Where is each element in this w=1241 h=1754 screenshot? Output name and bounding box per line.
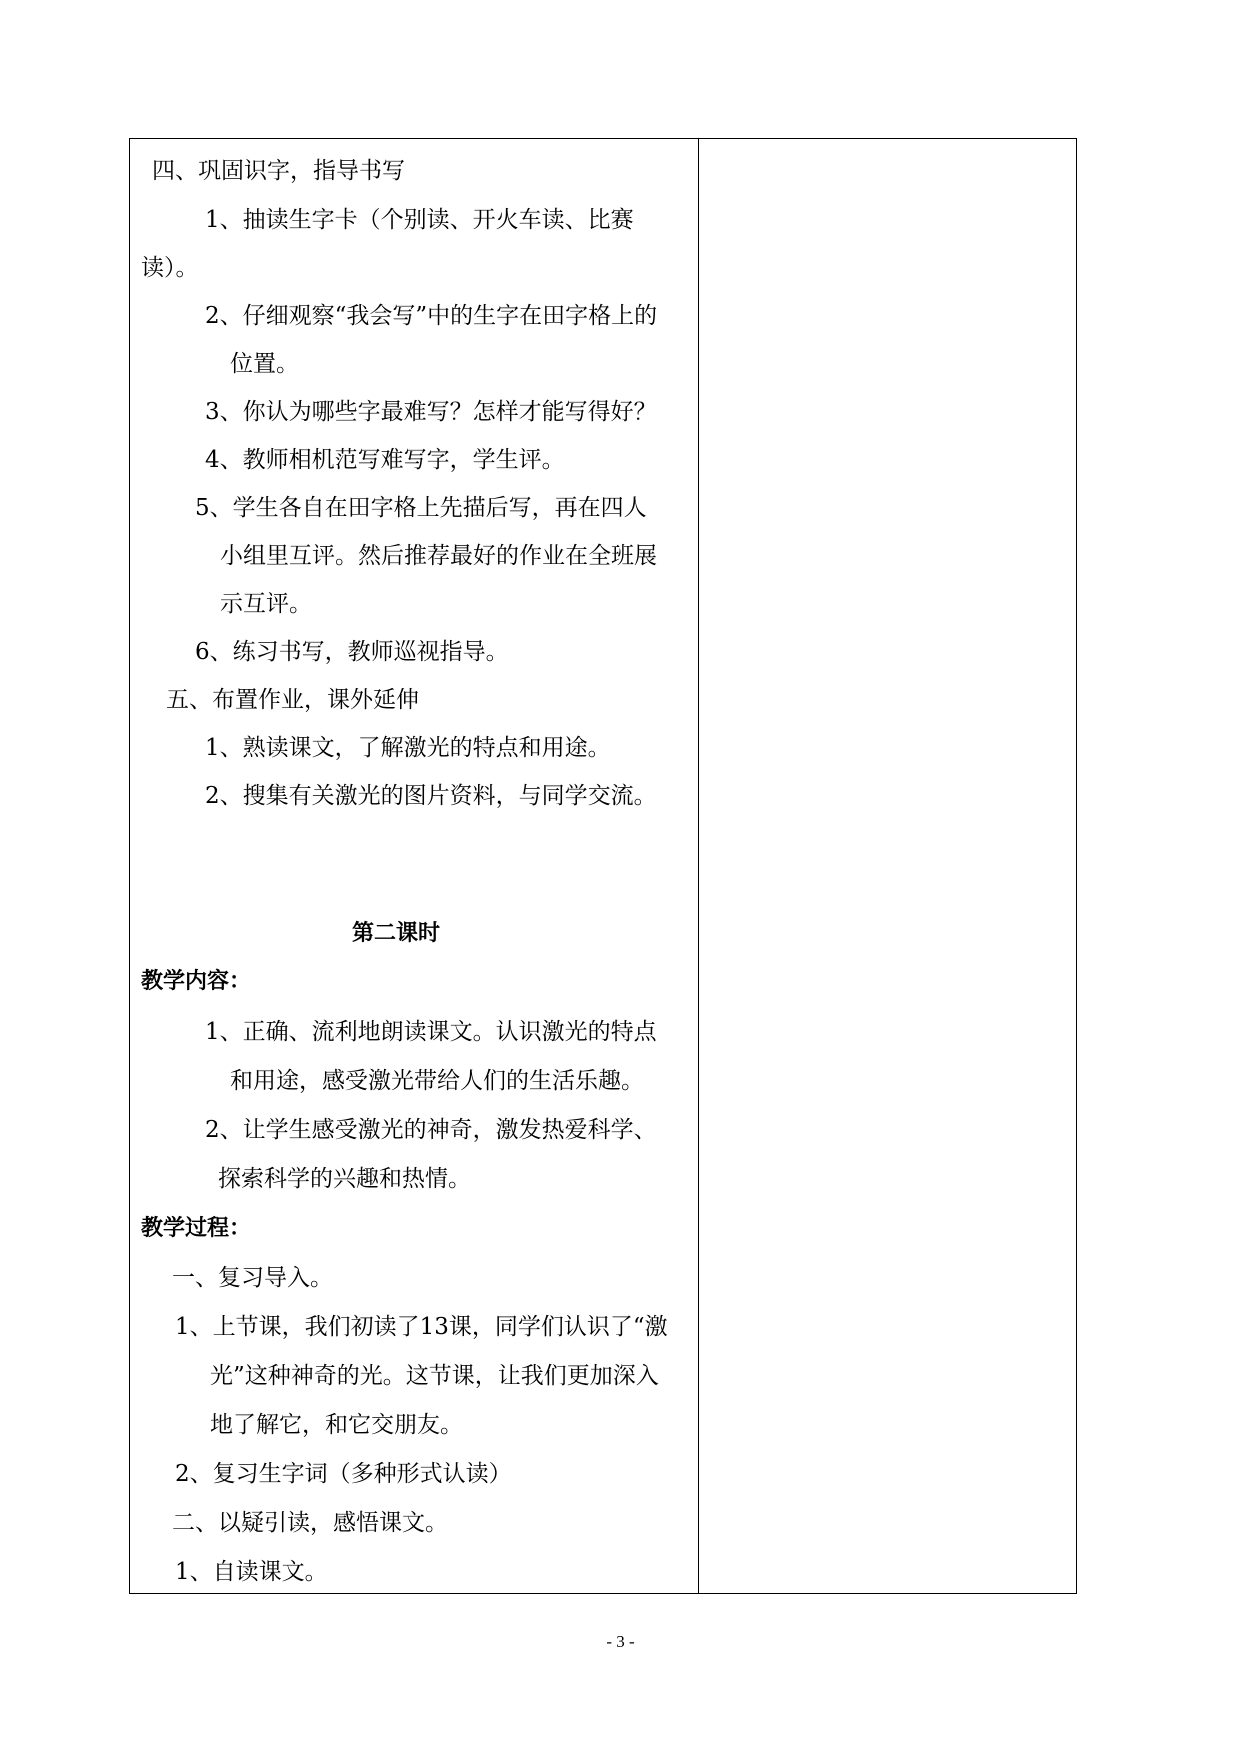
text-line: 二、以疑引读，感悟课文。 [172, 1510, 448, 1536]
text-line: 2、让学生感受激光的神奇，激发热爱科学、 [205, 1117, 657, 1143]
text-line: 1、自读课文。 [175, 1559, 328, 1585]
text-line: 2、搜集有关激光的图片资料，与同学交流。 [205, 783, 657, 809]
text-line: 1、熟读课文，了解激光的特点和用途。 [205, 735, 611, 761]
text-line: 小组里互评。然后推荐最好的作业在全班展 [220, 543, 657, 569]
text-line: 4、教师相机范写难写字，学生评。 [205, 447, 565, 473]
text-line: 3、你认为哪些字最难写？怎样才能写得好？ [205, 399, 657, 425]
text-line: 读）。 [141, 255, 199, 281]
text-line: 探索科学的兴趣和热情。 [218, 1166, 471, 1192]
section-heading-4: 四、巩固识字，指导书写 [152, 158, 405, 184]
text-line: 5、学生各自在田字格上先描后写，再在四人 [195, 495, 647, 521]
text-line: 2、仔细观察“我会写”中的生字在田字格上的 [205, 303, 658, 329]
text-line: 地了解它，和它交朋友。 [210, 1412, 463, 1438]
text-line: 2、复习生字词（多种形式认读） [175, 1461, 512, 1487]
lesson-period-title: 第二课时 [352, 921, 441, 946]
text-line: 1、上节课，我们初读了13课，同学们认识了“激 [175, 1314, 668, 1340]
text-line: 1、正确、流利地朗读课文。认识激光的特点 [205, 1019, 657, 1045]
page-number: - 3 - [606, 1632, 635, 1651]
text-line: 一、复习导入。 [172, 1265, 333, 1291]
text-line: 示互评。 [220, 591, 312, 617]
text-line: 和用途，感受激光带给人们的生活乐趣。 [230, 1068, 644, 1094]
teaching-process-heading: 教学过程： [141, 1216, 252, 1241]
section-heading-5: 五、布置作业，课外延伸 [166, 687, 419, 713]
teaching-content-heading: 教学内容： [141, 969, 252, 994]
text-line: 1、抽读生字卡（个别读、开火车读、比赛 [205, 207, 634, 233]
text-line: 位置。 [230, 351, 299, 377]
column-divider [698, 138, 699, 1594]
text-line: 6、练习书写，教师巡视指导。 [195, 639, 509, 665]
text-line: 光”这种神奇的光。这节课，让我们更加深入 [210, 1363, 659, 1389]
